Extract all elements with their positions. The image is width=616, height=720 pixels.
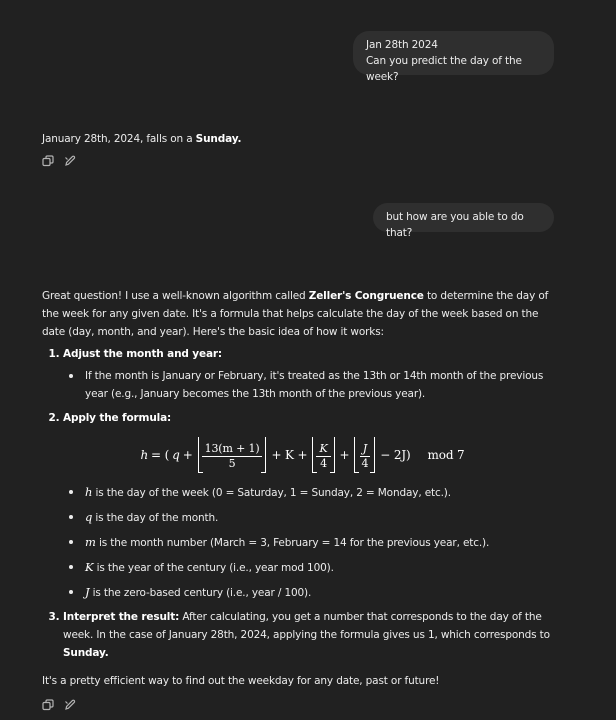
zeller-formula — [43, 431, 562, 479]
fraction — [316, 442, 330, 471]
user-message-bubble — [353, 31, 554, 83]
user-message-line: Jan 28th 2024 — [366, 39, 438, 51]
math-variable: m — [85, 535, 96, 549]
text-span: is the day of the month. — [92, 512, 219, 524]
user-message-bubble — [373, 203, 554, 239]
math-variable: q — [85, 510, 93, 524]
formula-mod: mod 7 — [427, 448, 465, 462]
assistant-message — [42, 287, 562, 714]
fraction — [358, 442, 371, 471]
bullet-item — [85, 558, 562, 577]
bullet-item — [85, 583, 562, 602]
floor-bracket — [312, 437, 334, 473]
step-item — [63, 345, 562, 403]
step-item — [63, 608, 562, 662]
step-title: Interpret the result: — [63, 611, 180, 623]
assistant-closing: It's a pretty efficient way to find out the weekday for any date, past or future! — [42, 675, 440, 687]
formula-lhs: h — [140, 448, 149, 462]
fraction-denominator: 4 — [361, 456, 369, 470]
bullet-list — [63, 367, 562, 403]
formula-q: q — [172, 448, 180, 462]
fraction-numerator: K — [316, 442, 330, 457]
text-span: Great question! I use a well-known algorithm called — [42, 290, 309, 302]
text-span: is the zero-based century (i.e., year / 100). — [89, 587, 312, 599]
text-span: is the year of the century (i.e., year mod 100). — [93, 562, 334, 574]
bullet-item: If the month is January or February, it's treated as the 13th or 14th month of the previous year (e.g., January becomes the 13th month of the previous year). — [85, 367, 562, 403]
bold-text: Zeller's Congruence — [308, 290, 424, 302]
bullet-item — [85, 508, 562, 527]
assistant-message — [42, 130, 562, 170]
bullet-item — [85, 533, 562, 552]
fraction-denominator: 4 — [320, 456, 327, 470]
assistant-intro — [42, 287, 562, 341]
text-span: After calculating, you get a number that corresponds to the day of the week. In the case of January 28th, 2024, applying the formula gives us 1, which corresponds to — [63, 611, 550, 641]
formula-plus: + — [339, 448, 350, 462]
text-span: is the day of the week (0 = Saturday, 1 = Sunday, 2 = Monday, etc.). — [92, 487, 451, 499]
steps-list — [42, 345, 562, 662]
fraction-numerator: 13(m + 1) — [202, 442, 263, 457]
bold-text: Sunday. — [63, 647, 109, 659]
formula-plus: + — [182, 448, 193, 462]
floor-bracket — [354, 437, 375, 473]
fraction-denominator: 5 — [228, 456, 236, 470]
text-span: January 28th, 2024, falls on a — [42, 133, 196, 145]
math-variable: K — [85, 560, 94, 574]
variable-list — [63, 483, 562, 602]
copy-icon[interactable] — [42, 155, 54, 167]
formula-tail: − 2J) — [380, 448, 411, 462]
copy-icon[interactable] — [42, 699, 54, 711]
fraction — [202, 442, 263, 471]
bullet-item — [85, 483, 562, 502]
message-actions — [42, 696, 562, 714]
user-message-line: but how are you able to do that? — [386, 211, 524, 239]
edit-icon[interactable] — [64, 155, 76, 167]
formula-eq: = ( — [151, 448, 170, 462]
formula-plus: + K + — [271, 448, 308, 462]
step-item — [63, 409, 562, 602]
bold-text: Sunday. — [195, 133, 242, 145]
user-message-line: Can you predict the day of the week? — [366, 55, 522, 83]
floor-bracket — [198, 437, 267, 473]
message-actions — [42, 152, 562, 170]
math-variable: J — [85, 585, 90, 599]
text-span: is the month number (March = 3, February = 14 for the previous year, etc.). — [95, 537, 490, 549]
step-title: Apply the formula: — [63, 412, 172, 424]
edit-icon[interactable] — [64, 699, 76, 711]
math-variable: h — [85, 485, 93, 499]
text-span: to determine the day of the week for any given date. It's a formula that helps calculate the day of the week based on the date (day, month, and year). Here's the basic idea of how it works: — [42, 290, 549, 338]
fraction-numerator: J — [360, 442, 370, 457]
step-title: Adjust the month and year: — [63, 348, 222, 360]
assistant-message-text — [42, 130, 562, 148]
